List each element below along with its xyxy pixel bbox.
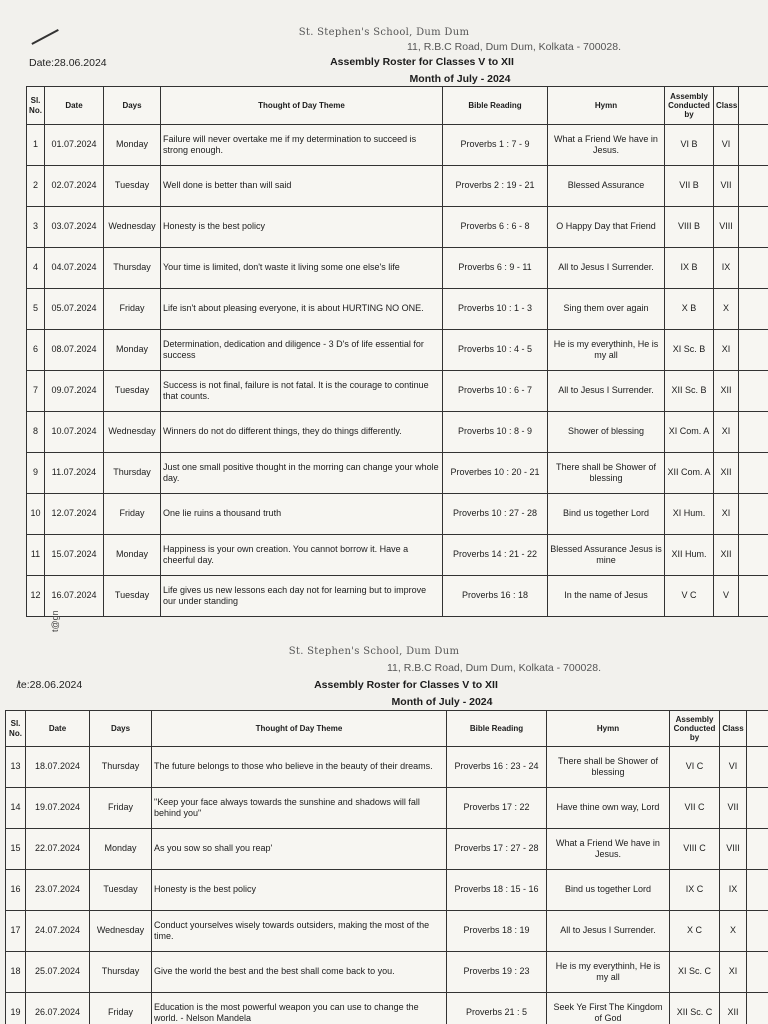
cell-blank (747, 870, 768, 911)
cell-class: IX (720, 870, 747, 911)
header-days: Days (90, 711, 152, 747)
cell-conducted-by: VII C (670, 788, 720, 829)
table-row (6, 993, 768, 1024)
header-class: Class (714, 87, 739, 125)
cell-date: 25.07.2024 (26, 952, 90, 993)
cell-conducted-by: VII B (665, 166, 714, 207)
cell-day: Friday (90, 993, 152, 1024)
cell-hymn: There shall be Shower of blessing (548, 453, 665, 494)
school-address: 11, R.B.C Road, Dum Dum, Kolkata - 700028. (407, 41, 621, 53)
cell-hymn: He is my everythinh, He is my all (547, 952, 670, 993)
table-row (27, 125, 768, 166)
cell-thought: Give the world the best and the best shall come back to you. (152, 952, 447, 993)
cell-sl: 14 (6, 788, 26, 829)
cell-conducted-by: XII Hum. (665, 535, 714, 576)
cell-bible: Proverbs 1 : 7 - 9 (443, 125, 548, 166)
cell-conducted-by: XII Sc. B (665, 371, 714, 412)
cell-thought: Determination, dedication and diligence - 3 D's of life essential for success (161, 330, 443, 371)
cell-date: 22.07.2024 (26, 829, 90, 870)
cell-day: Tuesday (104, 166, 161, 207)
cell-blank (739, 371, 768, 412)
cell-blank (747, 993, 768, 1024)
cell-bible: Proverbs 6 : 9 - 11 (443, 248, 548, 289)
cell-blank (739, 289, 768, 330)
table-row (27, 289, 768, 330)
table-row (27, 453, 768, 494)
cell-hymn: What a Friend We have in Jesus. (547, 829, 670, 870)
cell-thought: One lie ruins a thousand truth (161, 494, 443, 535)
table-row (6, 829, 768, 870)
cell-bible: Proverbs 18 : 19 (447, 911, 547, 952)
cell-date: 03.07.2024 (45, 207, 104, 248)
header-bible: Bible Reading (447, 711, 547, 747)
cell-day: Tuesday (104, 371, 161, 412)
cell-bible: Proverbs 18 : 15 - 16 (447, 870, 547, 911)
cell-conducted-by: XI Sc. B (665, 330, 714, 371)
cell-thought: Your time is limited, don't waste it living some one else's life (161, 248, 443, 289)
cell-blank (747, 747, 768, 788)
side-mark: t@gn (50, 610, 60, 632)
cell-hymn: Sing them over again (548, 289, 665, 330)
cell-class: VII (714, 166, 739, 207)
cell-blank (747, 788, 768, 829)
cell-thought: Just one small positive thought in the morring can change your whole day. (161, 453, 443, 494)
table-row (27, 248, 768, 289)
cell-bible: Proverbs 2 : 19 - 21 (443, 166, 548, 207)
cell-hymn: All to Jesus I Surrender. (547, 911, 670, 952)
cell-bible: Proverbs 14 : 21 - 22 (443, 535, 548, 576)
cell-class: X (720, 911, 747, 952)
cell-hymn: Seek Ye First The Kingdom of God (547, 993, 670, 1024)
cell-class: VIII (720, 829, 747, 870)
cell-thought: Honesty is the best policy (152, 870, 447, 911)
header-sl: Sl. No. (27, 87, 45, 125)
table-row (6, 870, 768, 911)
cell-sl: 16 (6, 870, 26, 911)
cell-conducted-by: IX C (670, 870, 720, 911)
header-days: Days (104, 87, 161, 125)
cell-day: Friday (104, 289, 161, 330)
cell-hymn: All to Jesus I Surrender. (548, 248, 665, 289)
cell-blank (739, 125, 768, 166)
table-row (6, 952, 768, 993)
cell-day: Tuesday (104, 576, 161, 617)
cell-hymn: What a Friend We have in Jesus. (548, 125, 665, 166)
cell-bible: Proverbs 10 : 8 - 9 (443, 412, 548, 453)
header-bible: Bible Reading (443, 87, 548, 125)
cell-conducted-by: VI C (670, 747, 720, 788)
roster-title: Assembly Roster for Classes V to XII (330, 56, 514, 68)
cell-day: Thursday (90, 952, 152, 993)
cell-blank (739, 412, 768, 453)
cell-class: XI (714, 412, 739, 453)
cell-date: 19.07.2024 (26, 788, 90, 829)
cell-class: X (714, 289, 739, 330)
cell-bible: Proverbs 10 : 4 - 5 (443, 330, 548, 371)
cell-day: Monday (90, 829, 152, 870)
cell-day: Thursday (90, 747, 152, 788)
cell-sl: 6 (27, 330, 45, 371)
header-hymn: Hymn (548, 87, 665, 125)
cell-thought: Conduct yourselves wisely towards outsiders, making the most of the time. (152, 911, 447, 952)
table-row (27, 371, 768, 412)
cell-thought: Education is the most powerful weapon you can use to change the world. - Nelson Mandela (152, 993, 447, 1024)
cell-date: 24.07.2024 (26, 911, 90, 952)
cell-conducted-by: XII Com. A (665, 453, 714, 494)
cell-bible: Proverbs 17 : 27 - 28 (447, 829, 547, 870)
roster-month: Month of July - 2024 (409, 73, 511, 85)
cell-bible: Proverbs 21 : 5 (447, 993, 547, 1024)
cell-conducted-by: XI Sc. C (670, 952, 720, 993)
cell-thought: Life gives us new lessons each day not for learning but to improve our under standing (161, 576, 443, 617)
cell-day: Monday (104, 125, 161, 166)
cell-thought: Well done is better than will said (161, 166, 443, 207)
roster-month: Month of July - 2024 (391, 696, 493, 708)
cell-class: VI (720, 747, 747, 788)
cell-date: 02.07.2024 (45, 166, 104, 207)
header-thought: Thought of Day Theme (152, 711, 447, 747)
cell-class: XI (714, 494, 739, 535)
roster-table (5, 710, 768, 1024)
cell-date: 08.07.2024 (45, 330, 104, 371)
cell-blank (747, 911, 768, 952)
header-conducted: Assembly Conducted by (670, 711, 720, 747)
cell-bible: Proverbs 10 : 27 - 28 (443, 494, 548, 535)
cell-hymn: All to Jesus I Surrender. (548, 371, 665, 412)
cell-blank (739, 453, 768, 494)
cell-date: 01.07.2024 (45, 125, 104, 166)
table-row (27, 412, 768, 453)
cell-class: IX (714, 248, 739, 289)
cell-class: XI (720, 952, 747, 993)
cell-blank (739, 330, 768, 371)
school-name: St. Stephen's School, Dum Dum (288, 646, 460, 657)
roster-sheet-2 (0, 628, 768, 1024)
table-row (6, 911, 768, 952)
cell-bible: Proverbs 6 : 6 - 8 (443, 207, 548, 248)
table-row (27, 494, 768, 535)
cell-hymn: Bind us together Lord (547, 870, 670, 911)
cell-day: Thursday (104, 248, 161, 289)
cell-sl: 7 (27, 371, 45, 412)
cell-class: XII (714, 371, 739, 412)
school-name: St. Stephen's School, Dum Dum (298, 27, 470, 38)
cell-sl: 3 (27, 207, 45, 248)
table-row (27, 166, 768, 207)
header-thought: Thought of Day Theme (161, 87, 443, 125)
header-date: Date (45, 87, 104, 125)
roster-table (26, 86, 768, 617)
cell-sl: 13 (6, 747, 26, 788)
cell-bible: Proverbs 19 : 23 (447, 952, 547, 993)
cell-date: 16.07.2024 (45, 576, 104, 617)
cell-date: 12.07.2024 (45, 494, 104, 535)
cell-day: Wednesday (90, 911, 152, 952)
cell-hymn: There shall be Shower of blessing (547, 747, 670, 788)
cell-thought: As you sow so shall you reap' (152, 829, 447, 870)
header-hymn: Hymn (547, 711, 670, 747)
cell-class: VII (720, 788, 747, 829)
cell-day: Wednesday (104, 412, 161, 453)
cell-thought: Failure will never overtake me if my determination to succeed is strong enough. (161, 125, 443, 166)
cell-sl: 11 (27, 535, 45, 576)
header-blank (739, 87, 768, 125)
cell-day: Tuesday (90, 870, 152, 911)
cell-blank (739, 535, 768, 576)
cell-conducted-by: X B (665, 289, 714, 330)
cell-thought: Happiness is your own creation. You cannot borrow it. Have a cheerful day. (161, 535, 443, 576)
cell-sl: 4 (27, 248, 45, 289)
cell-blank (739, 494, 768, 535)
cell-hymn: O Happy Day that Friend (548, 207, 665, 248)
cell-sl: 17 (6, 911, 26, 952)
cell-bible: Proverbs 17 : 22 (447, 788, 547, 829)
cell-class: XII (714, 453, 739, 494)
cell-conducted-by: XII Sc. C (670, 993, 720, 1024)
table-row (27, 207, 768, 248)
cell-date: 04.07.2024 (45, 248, 104, 289)
cell-thought: Success is not final, failure is not fatal. It is the courage to continue that counts. (161, 371, 443, 412)
cell-day: Friday (90, 788, 152, 829)
cell-sl: 2 (27, 166, 45, 207)
cell-hymn: He is my everythinh, He is my all (548, 330, 665, 371)
cell-hymn: Blessed Assurance (548, 166, 665, 207)
cell-class: VI (714, 125, 739, 166)
cell-bible: Proverbes 10 : 20 - 21 (443, 453, 548, 494)
cell-class: XII (714, 535, 739, 576)
cell-sl: 18 (6, 952, 26, 993)
cell-date: 11.07.2024 (45, 453, 104, 494)
cell-date: 15.07.2024 (45, 535, 104, 576)
cell-date: 09.07.2024 (45, 371, 104, 412)
cell-conducted-by: XI Hum. (665, 494, 714, 535)
cell-hymn: Bind us together Lord (548, 494, 665, 535)
table-row (27, 330, 768, 371)
cell-hymn: In the name of Jesus (548, 576, 665, 617)
header-sl: Sl. No. (6, 711, 26, 747)
cell-class: V (714, 576, 739, 617)
cell-blank (739, 576, 768, 617)
cell-conducted-by: VIII B (665, 207, 714, 248)
roster-date: Date:28.06.2024 (29, 57, 107, 69)
header-class: Class (720, 711, 747, 747)
cell-day: Friday (104, 494, 161, 535)
cell-hymn: Have thine own way, Lord (547, 788, 670, 829)
table-row (6, 788, 768, 829)
cell-blank (739, 166, 768, 207)
cell-blank (739, 207, 768, 248)
cell-conducted-by: VIII C (670, 829, 720, 870)
cell-date: 26.07.2024 (26, 993, 90, 1024)
cell-bible: Proverbs 10 : 6 - 7 (443, 371, 548, 412)
cell-thought: Honesty is the best policy (161, 207, 443, 248)
cell-blank (739, 248, 768, 289)
cell-bible: Proverbs 16 : 18 (443, 576, 548, 617)
roster-title: Assembly Roster for Classes V to XII (314, 679, 498, 691)
cell-thought: Life isn't about pleasing everyone, it is about HURTING NO ONE. (161, 289, 443, 330)
header-conducted: Assembly Conducted by (665, 87, 714, 125)
cell-conducted-by: XI Com. A (665, 412, 714, 453)
cell-date: 05.07.2024 (45, 289, 104, 330)
cell-conducted-by: VI B (665, 125, 714, 166)
table-header-row (27, 87, 768, 125)
cell-day: Monday (104, 535, 161, 576)
cell-sl: 1 (27, 125, 45, 166)
cell-class: XII (720, 993, 747, 1024)
cell-date: 18.07.2024 (26, 747, 90, 788)
cell-thought: The future belongs to those who believe in the beauty of their dreams. (152, 747, 447, 788)
header-blank (747, 711, 768, 747)
table-row (27, 535, 768, 576)
cell-bible: Proverbs 16 : 23 - 24 (447, 747, 547, 788)
cell-sl: 5 (27, 289, 45, 330)
cell-sl: 8 (27, 412, 45, 453)
cell-sl: 12 (27, 576, 45, 617)
cell-thought: "Keep your face always towards the sunshine and shadows will fall behind you" (152, 788, 447, 829)
cell-sl: 10 (27, 494, 45, 535)
cell-sl: 19 (6, 993, 26, 1024)
cell-day: Monday (104, 330, 161, 371)
header-date: Date (26, 711, 90, 747)
table-header-row (6, 711, 768, 747)
cell-conducted-by: X C (670, 911, 720, 952)
cell-conducted-by: V C (665, 576, 714, 617)
cell-day: Wednesday (104, 207, 161, 248)
table-row (27, 576, 768, 617)
cell-sl: 9 (27, 453, 45, 494)
cell-class: XI (714, 330, 739, 371)
cell-sl: 15 (6, 829, 26, 870)
cell-conducted-by: IX B (665, 248, 714, 289)
cell-blank (747, 952, 768, 993)
cell-hymn: Shower of blessing (548, 412, 665, 453)
cell-thought: Winners do not do different things, they do things differently. (161, 412, 443, 453)
roster-date: ̸te:28.06.2024 (18, 679, 83, 691)
cell-bible: Proverbs 10 : 1 - 3 (443, 289, 548, 330)
cell-hymn: Blessed Assurance Jesus is mine (548, 535, 665, 576)
cell-date: 23.07.2024 (26, 870, 90, 911)
school-address: 11, R.B.C Road, Dum Dum, Kolkata - 700028. (387, 662, 601, 674)
cell-blank (747, 829, 768, 870)
cell-day: Thursday (104, 453, 161, 494)
cell-date: 10.07.2024 (45, 412, 104, 453)
cell-class: VIII (714, 207, 739, 248)
table-row (6, 747, 768, 788)
